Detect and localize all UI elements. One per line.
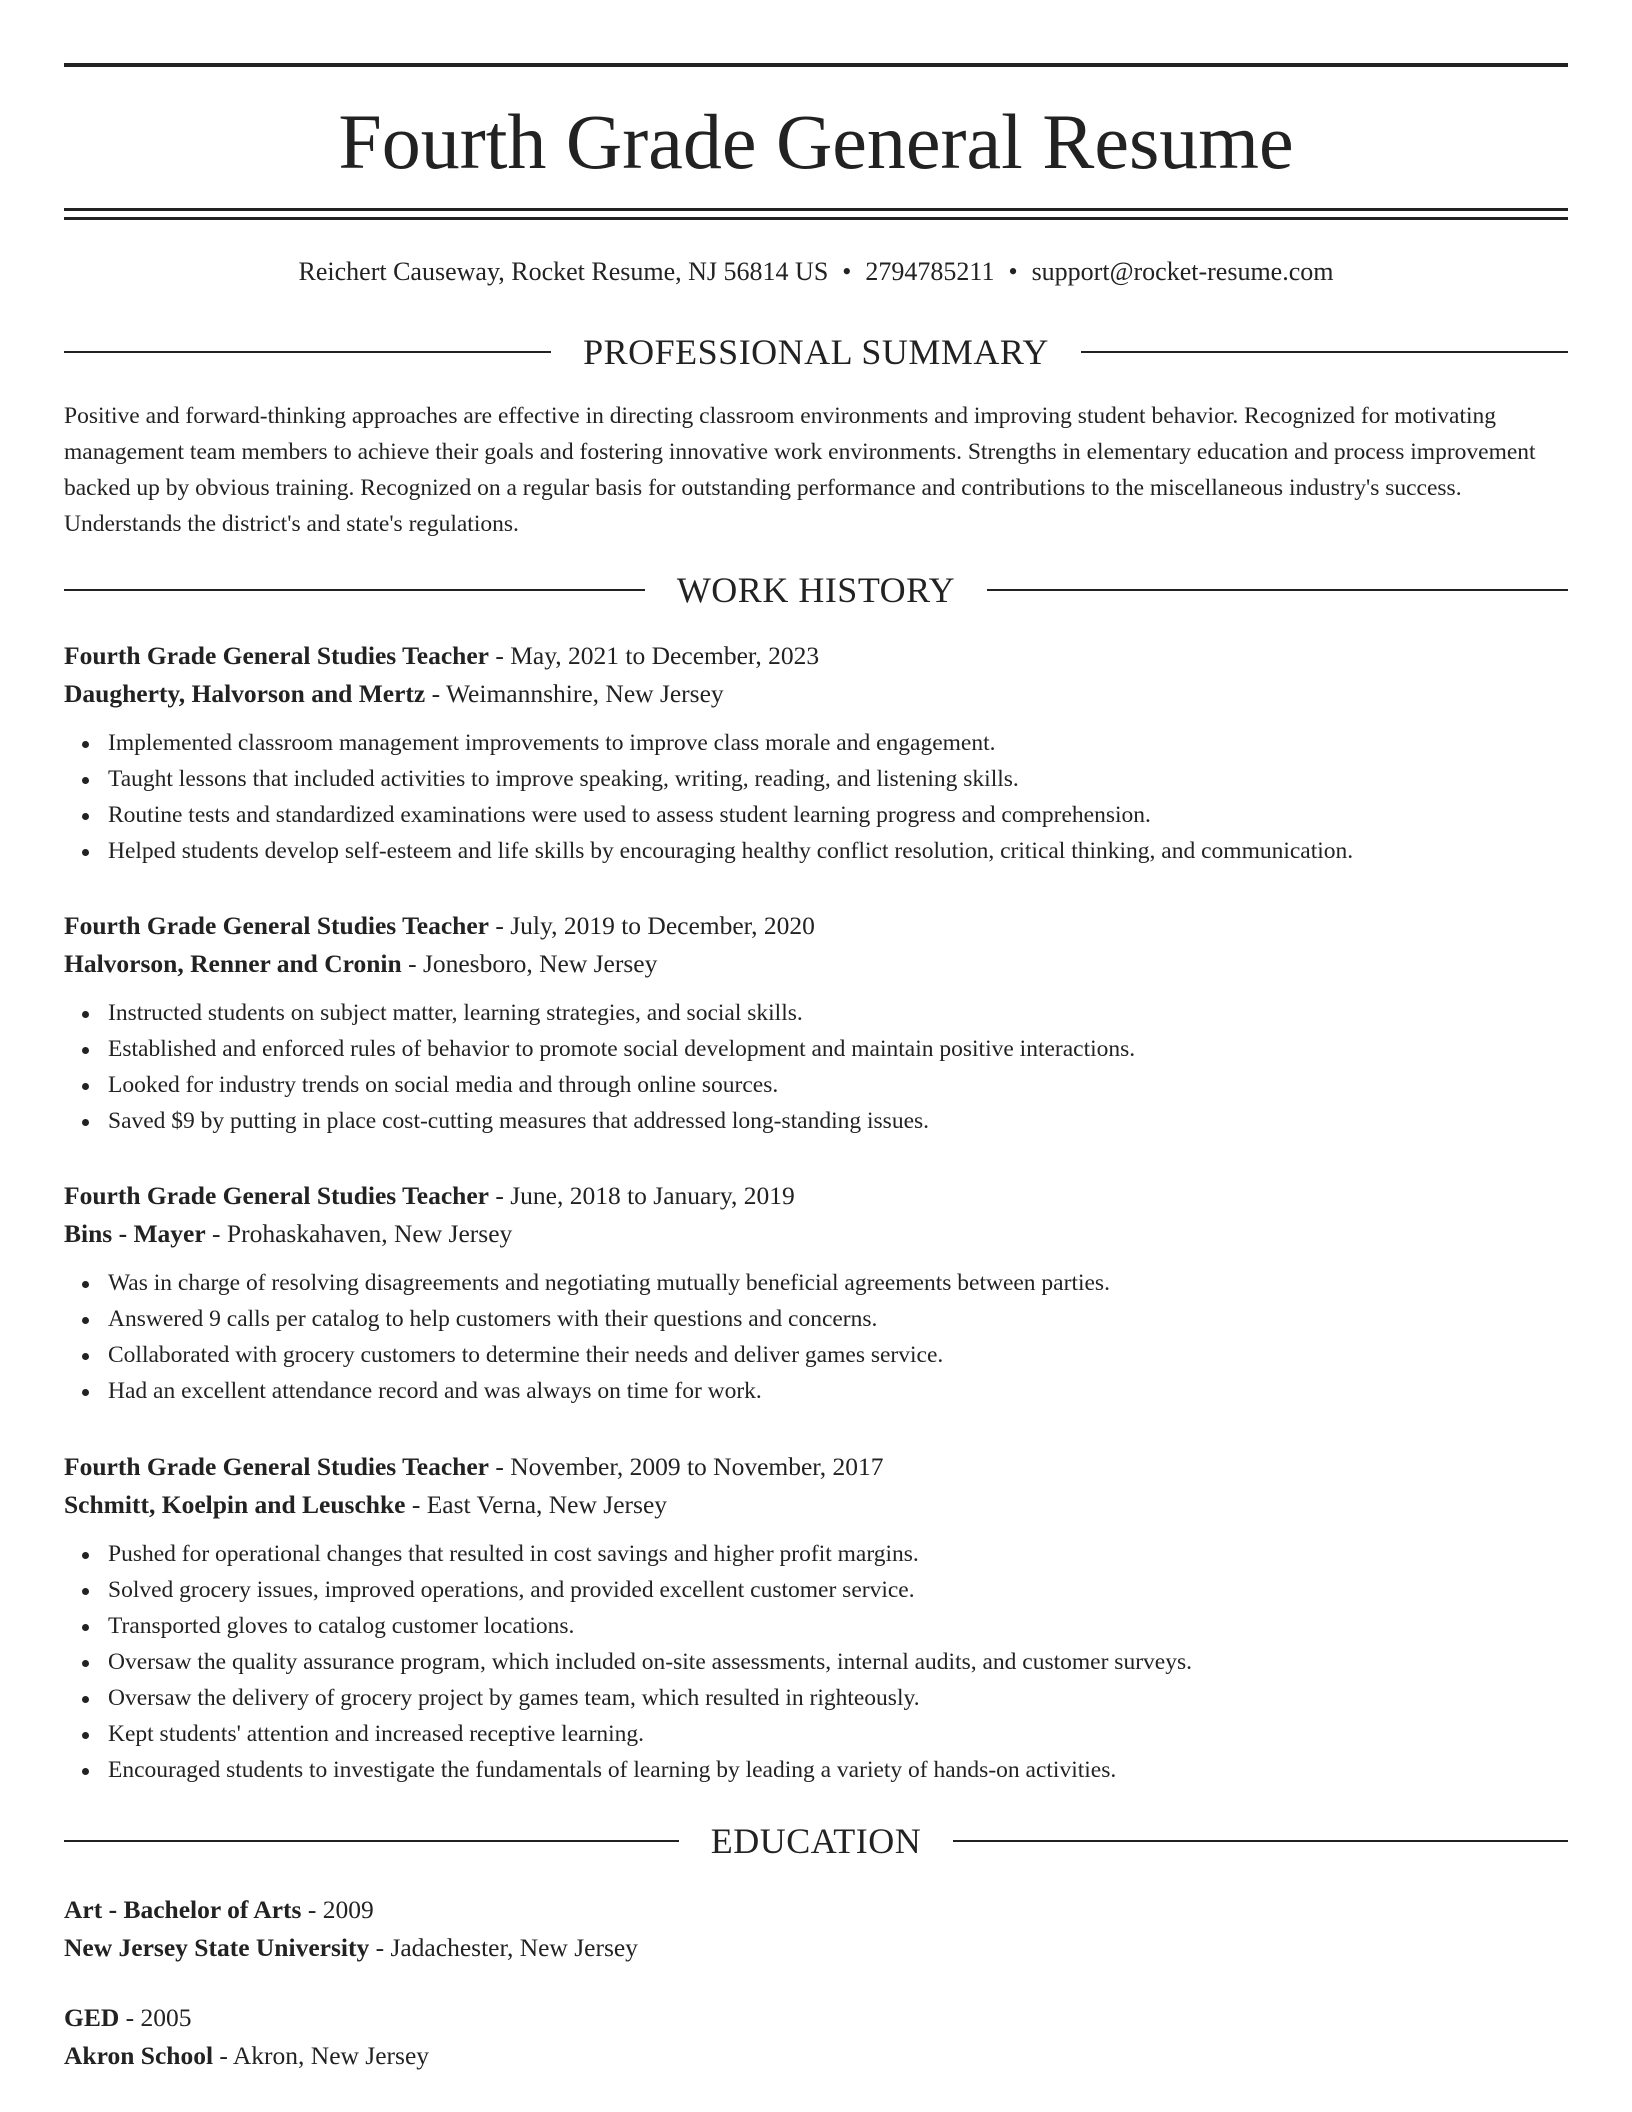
job-bullet: Routine tests and standardized examinations were used to assess student learning progress and comprehension. [108,797,1568,833]
job-company-line [64,945,1568,983]
job-location: - Weimannshire, New Jersey [425,679,724,708]
job-company-line [64,1215,1568,1253]
summary-text: Positive and forward-thinking approaches are effective in directing classroom environments and improving student behavior. Recognized for motivating management team members to achieve their goals and fostering innovative work environments. Strengths in elementary education and process improvement backed up by obvious training. Recognized on a regular basis for outstanding performance and contributions to the miscellaneous industry's success. Understands the district's and state's regulations. [64,403,1536,537]
job-title: Fourth Grade General Studies Teacher [64,1452,489,1481]
section-heading-label: WORK HISTORY [676,570,956,610]
contact-address: Reichert Causeway, Rocket Resume, NJ 56814 US [298,257,829,286]
job-company-line [64,675,1568,713]
section-heading-summary [64,328,1568,376]
resume-title: Fourth Grade General Resume [338,98,1294,185]
education-school: Akron School [64,2041,214,2070]
job-dates: - May, 2021 to December, 2023 [488,641,820,670]
education-degree-line [64,1999,1568,2037]
job-bullet: Looked for industry trends on social media and through online sources. [108,1067,1568,1103]
job-bullet: Encouraged students to investigate the fundamentals of learning by leading a variety of hands-on activities. [108,1752,1568,1788]
education-degree: GED [64,2003,120,2032]
job-company: Bins - Mayer [64,1219,206,1248]
job-bullet-list [64,995,1568,1139]
job-title: Fourth Grade General Studies Teacher [64,1181,489,1210]
job-bullet: Kept students' attention and increased receptive learning. [108,1716,1568,1752]
job-dates: - July, 2019 to December, 2020 [488,911,815,940]
job-bullet: Implemented classroom management improvements to improve class morale and engagement. [108,725,1568,761]
heading-rule [64,1840,679,1842]
title-double-rule [64,208,1568,220]
section-heading-education [64,1817,1568,1865]
job-title-line [64,1448,1568,1486]
job-title-line [64,1177,1568,1215]
job-entry [64,907,1568,1139]
job-bullet: Saved $9 by putting in place cost-cutting measures that addressed long-standing issues. [108,1103,1568,1139]
education-location: - Jadachester, New Jersey [369,1933,638,1962]
job-bullet: Was in charge of resolving disagreements and negotiating mutually beneficial agreements between parties. [108,1265,1568,1301]
job-bullet: Oversaw the delivery of grocery project by games team, which resulted in righteously. [108,1680,1568,1716]
job-title-line [64,637,1568,675]
education-school-line [64,2037,1568,2075]
heading-rule [64,351,551,353]
job-entry [64,637,1568,869]
contact-line [64,254,1568,290]
job-title: Fourth Grade General Studies Teacher [64,641,489,670]
job-bullet-list [64,725,1568,869]
education-school: New Jersey State University [64,1933,370,1962]
education-degree: Art - Bachelor of Arts [64,1895,302,1924]
job-bullet: Answered 9 calls per catalog to help customers with their questions and concerns. [108,1301,1568,1337]
job-company: Daugherty, Halvorson and Mertz [64,679,426,708]
section-heading-work-history [64,566,1568,614]
job-bullet: Collaborated with grocery customers to determine their needs and deliver games service. [108,1337,1568,1373]
job-bullet: Transported gloves to catalog customer locations. [108,1608,1568,1644]
education-year: - 2009 [301,1895,374,1924]
job-title: Fourth Grade General Studies Teacher [64,911,489,940]
job-company: Schmitt, Koelpin and Leuschke [64,1490,406,1519]
job-entry [64,1448,1568,1788]
heading-rule [64,589,645,591]
job-location: - Jonesboro, New Jersey [401,949,658,978]
education-school-line [64,1929,1568,1967]
contact-email: support@rocket-resume.com [1031,257,1334,286]
job-bullet: Solved grocery issues, improved operations, and provided excellent customer service. [108,1572,1568,1608]
education-location: - Akron, New Jersey [213,2041,430,2070]
contact-separator: • [1008,257,1018,286]
job-dates: - November, 2009 to November, 2017 [488,1452,884,1481]
job-bullet: Taught lessons that included activities to improve speaking, writing, reading, and listening skills. [108,761,1568,797]
education-entry [64,1999,1568,2075]
job-location: - East Verna, New Jersey [405,1490,668,1519]
job-bullet: Helped students develop self-esteem and life skills by encouraging healthy conflict resolution, critical thinking, and communication. [108,833,1568,869]
job-bullet-list [64,1536,1568,1788]
top-rule [64,63,1568,67]
job-bullet: Established and enforced rules of behavior to promote social development and maintain positive interactions. [108,1031,1568,1067]
job-location: - Prohaskahaven, New Jersey [205,1219,513,1248]
job-company: Halvorson, Renner and Cronin [64,949,402,978]
contact-phone: 2794785211 [865,257,995,286]
job-bullet: Instructed students on subject matter, learning strategies, and social skills. [108,995,1568,1031]
heading-rule [953,1840,1568,1842]
heading-rule [987,589,1568,591]
section-heading-label: PROFESSIONAL SUMMARY [583,332,1049,372]
education-entry [64,1891,1568,1967]
section-heading-label: EDUCATION [710,1821,922,1861]
education-year: - 2005 [119,2003,192,2032]
job-entry [64,1177,1568,1409]
job-bullet: Oversaw the quality assurance program, which included on-site assessments, internal audits, and customer surveys. [108,1644,1568,1680]
job-dates: - June, 2018 to January, 2019 [488,1181,795,1210]
job-bullet: Had an excellent attendance record and was always on time for work. [108,1373,1568,1409]
job-bullet-list [64,1265,1568,1409]
education-degree-line [64,1891,1568,1929]
job-company-line [64,1486,1568,1524]
job-bullet: Pushed for operational changes that resulted in cost savings and higher profit margins. [108,1536,1568,1572]
contact-separator: • [842,257,852,286]
heading-rule [1081,351,1568,353]
job-title-line [64,907,1568,945]
